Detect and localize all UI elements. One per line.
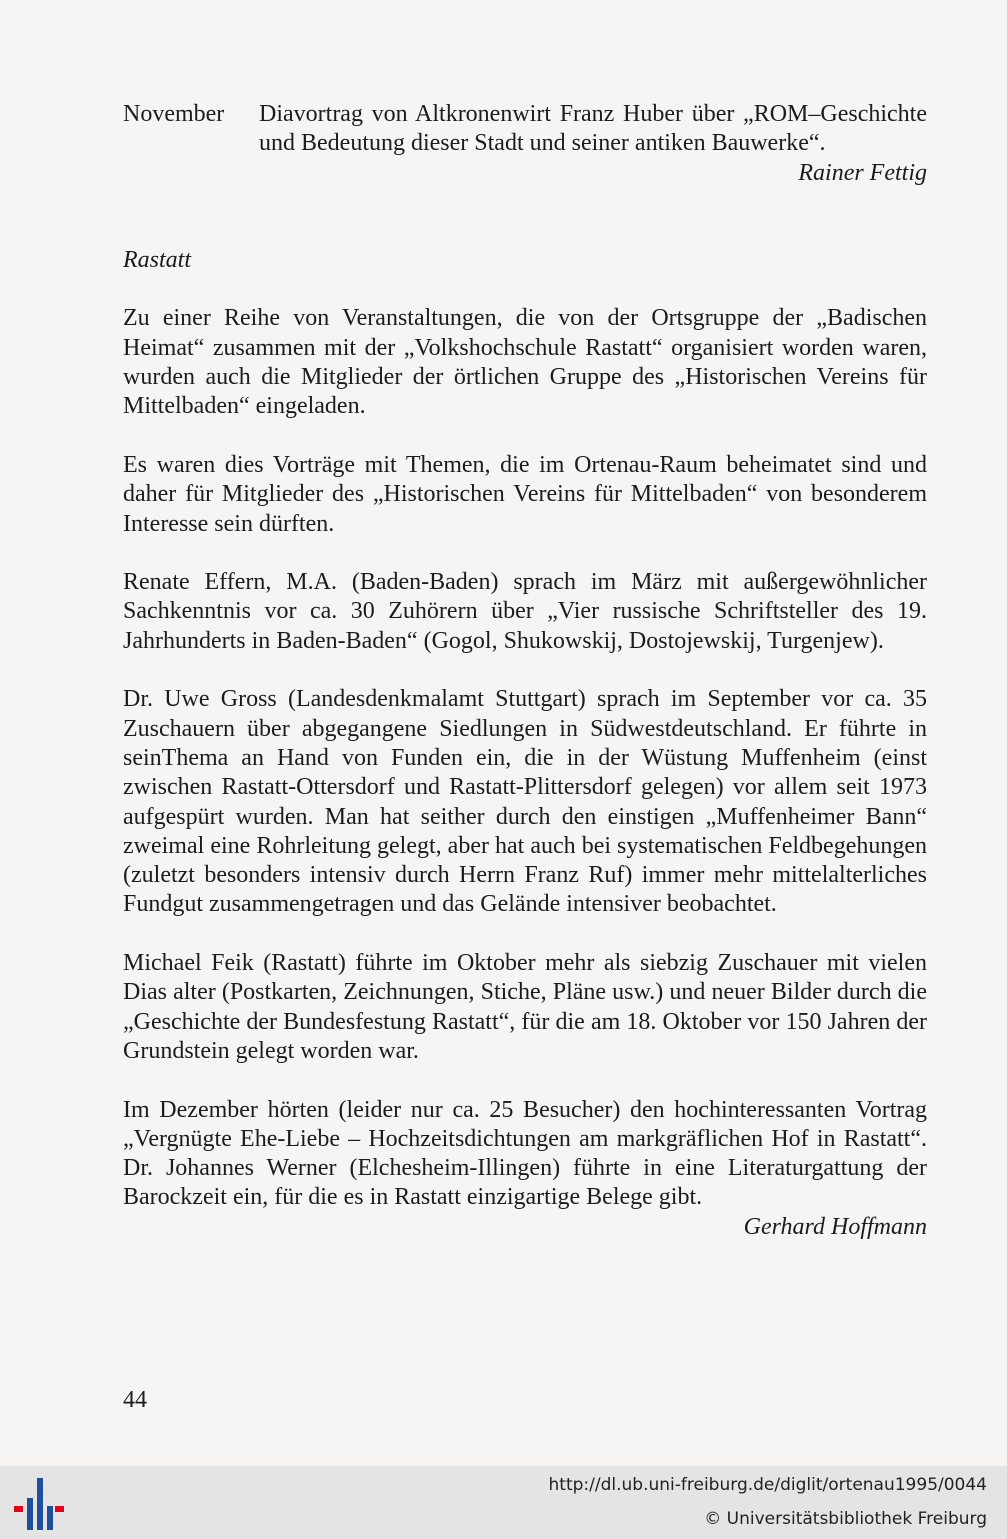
body-text (123, 304, 927, 1212)
paragraph: Michael Feik (Rastatt) führte im Oktober mehr als siebzig Zuschauer mit vielen Dias alter (Postkarten, Zeichnungen, Stiche, Pläne usw.) und neuer Bilder durch die „Geschichte der Bundesfestung Rastatt“, für die am 18. Oktober vor 150 Jahren der Grundstein gelegt worden war. (123, 950, 927, 1064)
signature-gerhard-hoffmann: Gerhard Hoffmann (743, 1213, 927, 1240)
ub-freiburg-logo-icon (14, 1478, 64, 1530)
entry-text: Diavortrag von Altkronenwirt Franz Huber über „ROM–Geschichte und Bedeutung dieser Stadt und seiner antiken Bauwerke“. (259, 101, 927, 157)
calendar-entry (123, 100, 927, 159)
footer-bar (0, 1466, 1007, 1539)
paragraph: Im Dezember hörten (leider nur ca. 25 Besucher) den hochinteressanten Vortrag „Vergnügte Ehe-Liebe – Hochzeitsdichtungen am markgräflichen Hof in Rastatt“. Dr. Johannes Werner (Elchesheim-Illingen) führte in eine Literaturgattung der Barockzeit ein, für die es in Rastatt einzigartige Belege gibt. (123, 1096, 927, 1211)
document-page (123, 100, 927, 1242)
copyright-notice: © Universitätsbibliothek Freiburg (704, 1509, 987, 1529)
signature-rainer-fettig: Rainer Fettig (798, 159, 927, 186)
paragraph: Zu einer Reihe von Veranstaltungen, die von der Ortsgruppe der „Badischen Heimat“ zusammen mit der „Volkshochschule Rastatt“ organisiert worden waren, wurden auch die Mitglieder der örtlichen Gruppe des „Historischen Vereins für Mittelbaden“ eingeladen. (123, 305, 927, 420)
paragraph: Renate Effern, M.A. (Baden-Baden) sprach im März mit außergewöhnlicher Sachkenntnis vor ca. 30 Zuhörern über „Vier russische Schriftsteller des 19. Jahrhunderts in Baden-Baden“ (Gogol, Shukowskij, Dostojewskij, Turgenjew). (123, 569, 927, 654)
page-number: 44 (123, 1387, 147, 1413)
paragraph: Dr. Uwe Gross (Landesdenkmalamt Stuttgart) sprach im September vor ca. 35 Zuschauern über abgegangene Siedlungen in Südwestdeutschland. Er führte in seinThema an Hand von Funden ein, die in der Wüstung Muffenheim (einst zwischen Rastatt-Ottersdorf und Rastatt-Plittersdorf gelegen) vor allem seit 1973 aufgespürt wurden. Man hat seither durch den einstigen „Muffenheimer Bann“ zweimal eine Rohrleitung gelegt, aber hat auch bei systematischen Feldbegehungen (zuletzt besonders intensiv durch Herrn Franz Ruf) immer mehr mittelalterliches Fundgut zusammengetragen und das Gelände intensiver beobachtet. (123, 686, 927, 918)
entry-month: November (123, 101, 225, 127)
section-heading: Rastatt (123, 246, 192, 273)
paragraph: Es waren dies Vorträge mit Themen, die im Ortenau-Raum beheimatet sind und daher für Mitglieder des „Historischen Vereins für Mittelbaden“ von besonderem Interesse sein dürften. (123, 451, 927, 537)
source-url[interactable]: http://dl.ub.uni-freiburg.de/diglit/ortenau1995/0044 (548, 1475, 987, 1495)
